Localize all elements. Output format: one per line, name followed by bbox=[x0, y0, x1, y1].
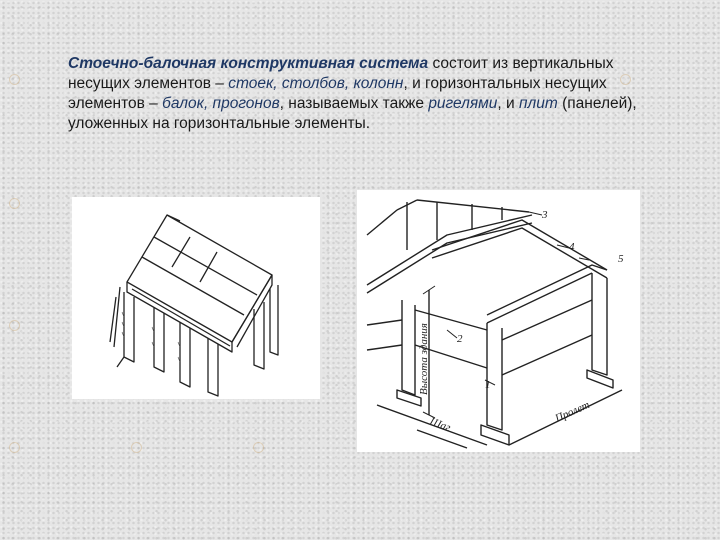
decor-dot bbox=[9, 320, 20, 331]
callout-3: 3 bbox=[542, 209, 548, 221]
post-beam-drawing bbox=[72, 197, 320, 399]
term-title: Стоечно-балочная конструктивная система bbox=[68, 55, 429, 72]
frame-building-drawing bbox=[357, 190, 640, 452]
callout-5: 5 bbox=[618, 253, 624, 265]
callout-4: 4 bbox=[569, 241, 575, 253]
description-paragraph bbox=[68, 54, 658, 134]
italic-term: плит bbox=[518, 95, 558, 112]
italic-term: стоек, столбов, колонн bbox=[228, 75, 404, 92]
span-label: Пролет bbox=[553, 398, 592, 425]
decor-dot bbox=[9, 198, 20, 209]
text-part: , называемых также bbox=[279, 95, 429, 112]
italic-term: ригелями bbox=[428, 95, 498, 112]
text-part: , и bbox=[497, 95, 519, 112]
step-label: Шаг bbox=[427, 415, 453, 435]
frame-building-diagram bbox=[357, 190, 640, 452]
post-beam-sketch bbox=[72, 197, 320, 399]
decor-dot bbox=[253, 442, 264, 453]
decor-dot bbox=[9, 74, 20, 85]
decor-dot bbox=[131, 442, 142, 453]
callout-2: 2 bbox=[457, 333, 463, 345]
text-part: , и горизонтальных несущих элементов – bbox=[68, 75, 607, 112]
callout-1: 1 bbox=[485, 379, 491, 391]
italic-term: балок, прогонов bbox=[162, 95, 280, 112]
text-part: состоит из вертикальных несущих элементов – bbox=[68, 55, 614, 92]
text-part: (панелей), уложенных на горизонтальные элементы. bbox=[68, 95, 637, 132]
height-label: Высота здания bbox=[418, 323, 430, 395]
decor-dot bbox=[9, 442, 20, 453]
